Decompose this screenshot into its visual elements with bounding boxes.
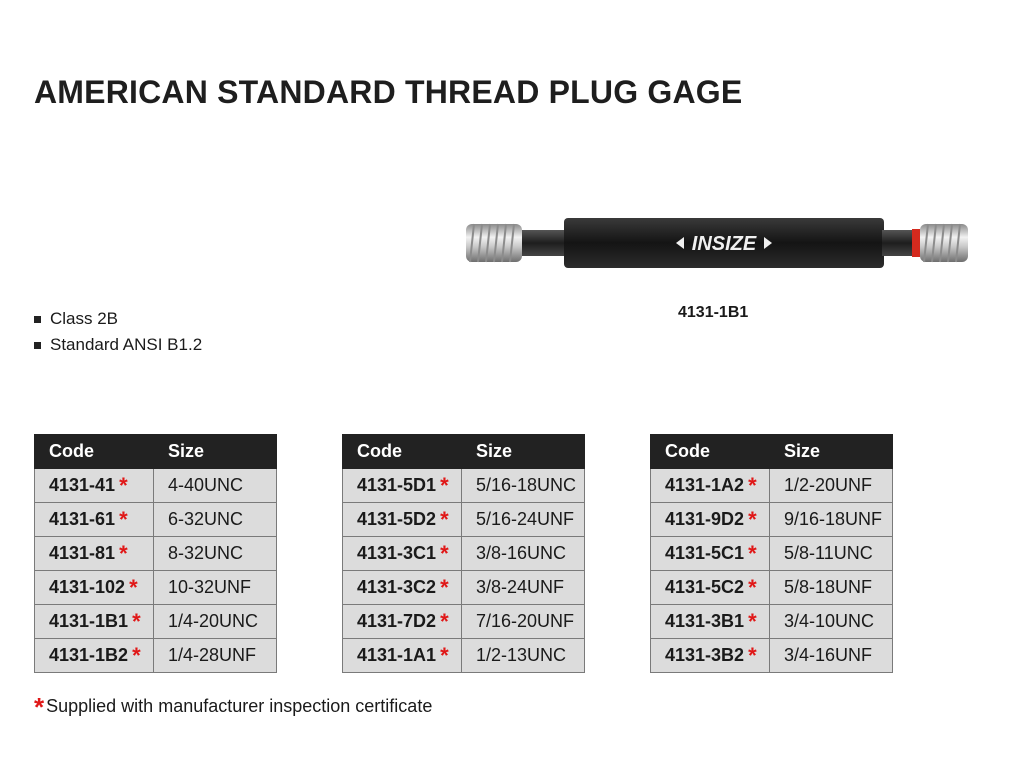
certificate-marker: * bbox=[748, 541, 757, 566]
feature-list bbox=[34, 306, 202, 358]
table-header-row bbox=[35, 435, 277, 469]
certificate-marker: * bbox=[440, 473, 449, 498]
code-cell: 4131-7D2 bbox=[357, 611, 437, 631]
size-cell: 9/16-18UNF bbox=[770, 503, 893, 537]
certificate-marker: * bbox=[132, 609, 141, 634]
code-cell: 4131-5D1 bbox=[357, 475, 437, 495]
size-cell: 3/4-16UNF bbox=[770, 639, 893, 673]
code-cell: 4131-5D2 bbox=[357, 509, 437, 529]
page-title: AMERICAN STANDARD THREAD PLUG GAGE bbox=[34, 74, 743, 110]
table-row bbox=[651, 571, 893, 605]
certificate-marker: * bbox=[748, 473, 757, 498]
square-bullet-icon bbox=[34, 316, 41, 323]
footnote-text: Supplied with manufacturer inspection certificate bbox=[46, 696, 433, 716]
size-cell: 10-32UNF bbox=[154, 571, 277, 605]
code-cell: 4131-61 bbox=[49, 509, 116, 529]
size-cell: 5/8-11UNC bbox=[770, 537, 893, 571]
size-cell: 1/4-28UNF bbox=[154, 639, 277, 673]
product-caption: 4131-1B1 bbox=[678, 304, 749, 321]
certificate-marker: * bbox=[748, 575, 757, 600]
table-row bbox=[35, 503, 277, 537]
thread-plug-gage-image bbox=[462, 210, 972, 276]
size-header: Size bbox=[770, 435, 893, 469]
size-header: Size bbox=[154, 435, 277, 469]
code-cell: 4131-1A2 bbox=[665, 475, 745, 495]
certificate-marker: * bbox=[440, 609, 449, 634]
size-cell: 1/2-20UNF bbox=[770, 469, 893, 503]
code-cell: 4131-5C1 bbox=[665, 543, 745, 563]
table-row bbox=[651, 537, 893, 571]
table-row bbox=[35, 605, 277, 639]
certificate-marker: * bbox=[440, 541, 449, 566]
code-header: Code bbox=[651, 435, 770, 469]
size-cell: 3/8-24UNF bbox=[462, 571, 585, 605]
certificate-marker: * bbox=[119, 507, 128, 532]
code-cell: 4131-1B1 bbox=[49, 611, 129, 631]
certificate-marker: * bbox=[748, 507, 757, 532]
code-cell: 4131-3B2 bbox=[665, 645, 745, 665]
certificate-marker: * bbox=[440, 575, 449, 600]
size-cell: 5/16-18UNC bbox=[462, 469, 585, 503]
table-row bbox=[343, 571, 585, 605]
table-header-row bbox=[343, 435, 585, 469]
feature-item: Standard ANSI B1.2 bbox=[34, 332, 202, 358]
table-row bbox=[35, 639, 277, 673]
table-row bbox=[343, 605, 585, 639]
certificate-marker: * bbox=[132, 643, 141, 668]
brand-logo: INSIZE bbox=[691, 233, 757, 255]
size-cell: 6-32UNC bbox=[154, 503, 277, 537]
code-header: Code bbox=[343, 435, 462, 469]
code-cell: 4131-9D2 bbox=[665, 509, 745, 529]
size-cell: 8-32UNC bbox=[154, 537, 277, 571]
table-row bbox=[35, 571, 277, 605]
size-cell: 5/8-18UNF bbox=[770, 571, 893, 605]
table-row bbox=[343, 469, 585, 503]
size-cell: 3/8-16UNC bbox=[462, 537, 585, 571]
table-row bbox=[343, 639, 585, 673]
size-cell: 1/4-20UNC bbox=[154, 605, 277, 639]
code-cell: 4131-81 bbox=[49, 543, 116, 563]
code-cell: 4131-3B1 bbox=[665, 611, 745, 631]
size-cell: 3/4-10UNC bbox=[770, 605, 893, 639]
table-row bbox=[343, 503, 585, 537]
code-cell: 4131-3C1 bbox=[357, 543, 437, 563]
code-cell: 4131-3C2 bbox=[357, 577, 437, 597]
table-row bbox=[35, 537, 277, 571]
certificate-marker: * bbox=[119, 473, 128, 498]
certificate-marker: * bbox=[748, 609, 757, 634]
code-header: Code bbox=[35, 435, 154, 469]
table-row bbox=[35, 469, 277, 503]
certificate-marker: * bbox=[129, 575, 138, 600]
certificate-marker: * bbox=[748, 643, 757, 668]
code-cell: 4131-102 bbox=[49, 577, 126, 597]
certificate-marker: * bbox=[440, 507, 449, 532]
code-cell: 4131-5C2 bbox=[665, 577, 745, 597]
table-row bbox=[651, 605, 893, 639]
code-cell: 4131-1B2 bbox=[49, 645, 129, 665]
size-cell: 1/2-13UNC bbox=[462, 639, 585, 673]
table-row bbox=[651, 503, 893, 537]
certificate-marker: * bbox=[119, 541, 128, 566]
size-header: Size bbox=[462, 435, 585, 469]
footnote bbox=[34, 688, 433, 722]
feature-item: Class 2B bbox=[34, 306, 202, 332]
square-bullet-icon bbox=[34, 342, 41, 349]
certificate-marker: * bbox=[440, 643, 449, 668]
table-row bbox=[651, 639, 893, 673]
table-header-row bbox=[651, 435, 893, 469]
code-table-1 bbox=[34, 434, 277, 673]
footnote-marker: * bbox=[34, 692, 45, 722]
code-cell: 4131-1A1 bbox=[357, 645, 437, 665]
size-cell: 4-40UNC bbox=[154, 469, 277, 503]
size-cell: 5/16-24UNF bbox=[462, 503, 585, 537]
table-row bbox=[343, 537, 585, 571]
table-row bbox=[651, 469, 893, 503]
code-table-3 bbox=[650, 434, 893, 673]
size-cell: 7/16-20UNF bbox=[462, 605, 585, 639]
red-band bbox=[912, 229, 920, 257]
code-table-2 bbox=[342, 434, 585, 673]
code-cell: 4131-41 bbox=[49, 475, 116, 495]
